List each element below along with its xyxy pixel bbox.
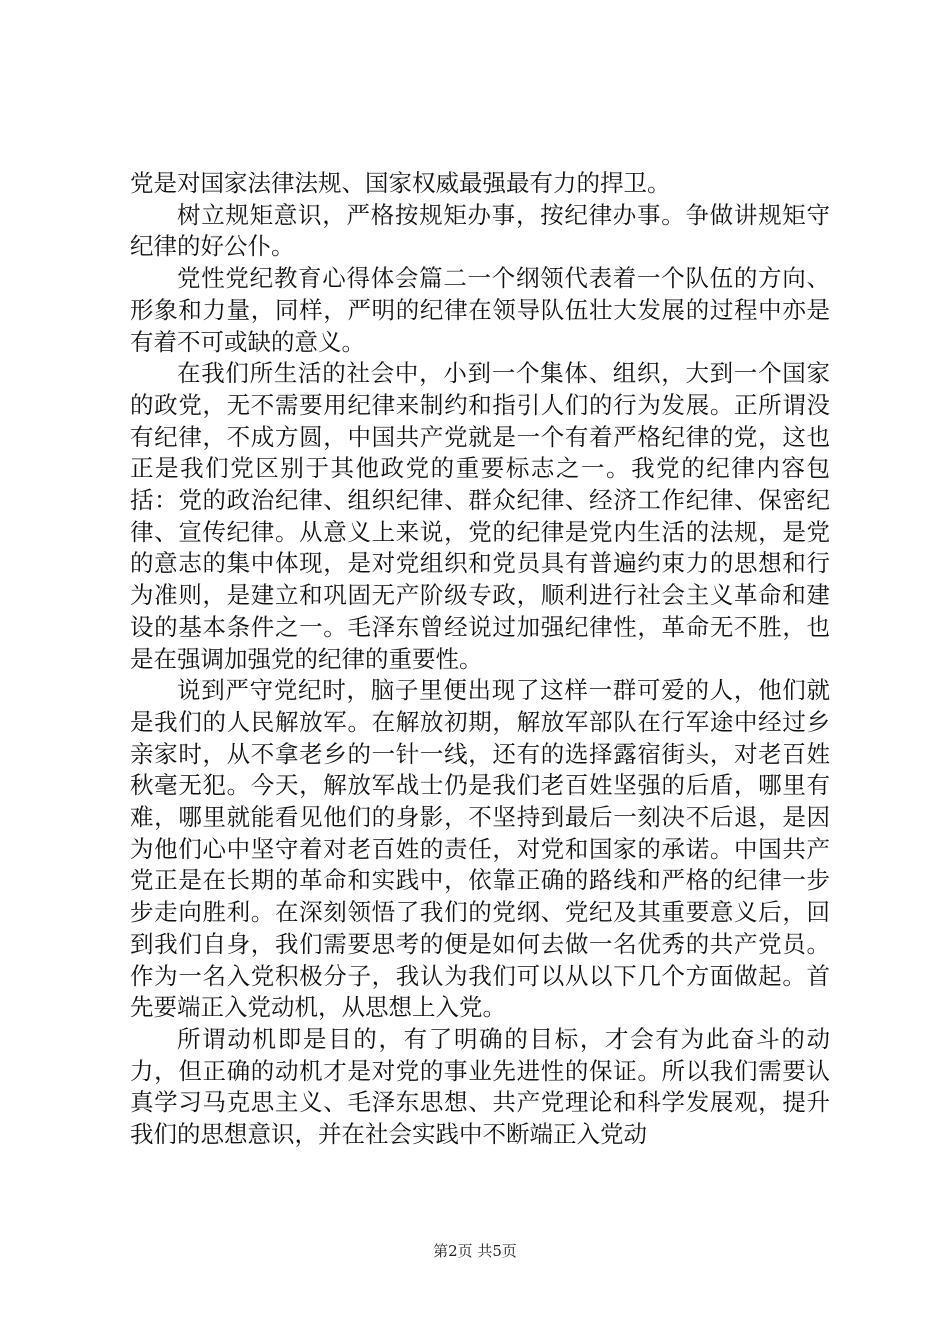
paragraph-3: 党性党纪教育心得体会篇二一个纲领代表着一个队伍的方向、形象和力量，同样，严明的纪律在领导队伍壮大发展的过程中亦是有着不可或缺的意义。 xyxy=(130,264,830,356)
paragraph-6: 所谓动机即是目的，有了明确的目标，才会有为此奋斗的动力，但正确的动机才是对党的事业先进性的保证。所以我们需要认真学习马克思主义、毛泽东思想、共产党理论和科学发展观，提升我们的思想意识，并在社会实践中不断端正入党动 xyxy=(130,1024,830,1149)
page-number: 第2页 共5页 xyxy=(433,1242,517,1260)
document-body xyxy=(130,168,830,1151)
paragraph-2: 树立规矩意识，严格按规矩办事，按纪律办事。争做讲规矩守纪律的好公仆。 xyxy=(130,200,830,261)
paragraph-4: 在我们所生活的社会中，小到一个集体、组织，大到一个国家的政党，无不需要用纪律来制约和指引人们的行为发展。正所谓没有纪律，不成方圆，中国共产党就是一个有着严格纪律的党，这也正是我们党区别于其他政党的重要标志之一。我党的纪律内容包括：党的政治纪律、组织纪律、群众纪律、经济工作纪律、保密纪律、宣传纪律。从意义上来说，党的纪律是党内生活的法规，是党的意志的集中体现，是对党组织和党员具有普遍约束力的思想和行为准则，是建立和巩固无产阶级专政，顺利进行社会主义革命和建设的基本条件之一。毛泽东曾经说过加强纪律性，革命无不胜，也是在强调加强党的纪律的重要性。 xyxy=(130,359,830,673)
paragraph-1: 党是对国家法律法规、国家权威最强最有力的捍卫。 xyxy=(130,169,671,197)
paragraph-5: 说到严守党纪时，脑子里便出现了这样一群可爱的人，他们就是我们的人民解放军。在解放初期，解放军部队在行军途中经过乡亲家时，从不拿老乡的一针一线，还有的选择露宿街头，对老百姓秋毫无犯。今天，解放军战士仍是我们老百姓坚强的后盾，哪里有难，哪里就能看见他们的身影，不坚持到最后一刻决不后退，是因为他们心中坚守着对老百姓的责任，对党和国家的承诺。中国共产党正是在长期的革命和实践中，依靠正确的路线和严格的纪律一步步走向胜利。在深刻领悟了我们的党纲、党纪及其重要意义后，回到我们自身，我们需要思考的便是如何去做一名优秀的共产党员。作为一名入党积极分子，我认为我们可以从以下几个方面做起。首先要端正入党动机，从思想上入党。 xyxy=(130,676,830,1022)
